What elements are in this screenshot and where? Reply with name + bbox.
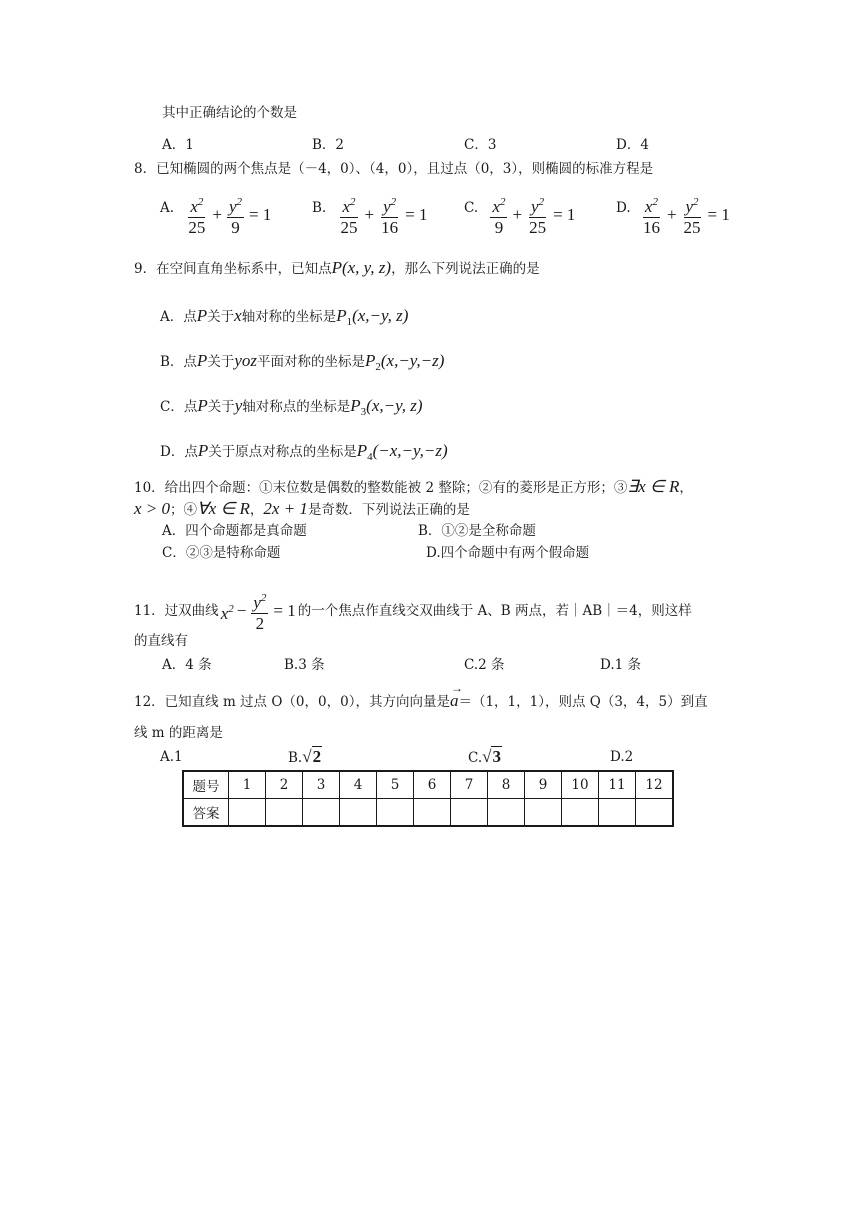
question-number-cell: 4: [340, 771, 377, 799]
q8-option-d-equation: $\frac{x^2}{16}$ + $\frac{y^2}{25}$ = 1: [639, 192, 730, 238]
q9-option-c: C．点P关于y轴对称点的坐标是$P_3(x,-y$, z): [160, 396, 423, 418]
q10-option-d: D.四个命题中有两个假命题: [426, 545, 590, 561]
answer-cell[interactable]: [266, 799, 303, 827]
q10-option-a: A．四个命题都是真命题: [162, 523, 307, 539]
q12-option-d: D.2: [610, 749, 634, 765]
answer-cell[interactable]: [377, 799, 414, 827]
answer-table-header-row: [183, 771, 673, 799]
q8-option-b-equation: $\frac{x^2}{25}$ + $\frac{y^2}{16}$ = 1: [337, 192, 428, 238]
question-number-cell: 1: [229, 771, 266, 799]
answer-cell[interactable]: [562, 799, 599, 827]
question-number-cell: 5: [377, 771, 414, 799]
q12-option-c-sqrt: √3: [482, 747, 501, 766]
question-number-cell: 8: [488, 771, 525, 799]
q8-option-c-label: C.: [464, 200, 479, 216]
answer-cell[interactable]: [229, 799, 266, 827]
q11-option-d: D.1 条: [600, 657, 642, 673]
q8-option-d: [616, 192, 730, 238]
answer-table-header-label: 题号: [183, 771, 229, 799]
q8-option-b-label: B.: [312, 200, 327, 216]
answer-cell[interactable]: [488, 799, 525, 827]
q7-option-d: D．4: [616, 137, 649, 153]
answer-cell[interactable]: [414, 799, 451, 827]
q8-stem: 8．已知椭圆的两个焦点是（－4，0）、（4，0），且过点（0，3），则椭圆的标准方程是: [134, 161, 654, 177]
q11-option-a: A．4 条: [162, 657, 212, 673]
q7-option-b: B．2: [312, 137, 345, 153]
answer-cell[interactable]: [636, 799, 674, 827]
question-number-cell: 9: [525, 771, 562, 799]
q9-point: P(x, y, z): [331, 258, 392, 277]
question-number-cell: 10: [562, 771, 599, 799]
q9-option-d: D．点P关于原点对称点的坐标是$P_4(-x,-y,-z)$: [160, 441, 448, 463]
q9-stem: 9．在空间直角坐标系中，已知点P(x, y, z)，那么下列说法正确的是: [134, 258, 540, 277]
q7-option-c: C．3: [464, 137, 497, 153]
q8-option-a-label: A.: [160, 200, 175, 216]
question-number-cell: 2: [266, 771, 303, 799]
q11-option-c: C.2 条: [464, 657, 505, 673]
q12-line-2: 线 m 的距离是: [134, 725, 223, 741]
question-number-cell: 6: [414, 771, 451, 799]
answer-table-answer-row: [183, 799, 673, 827]
q11-line-2: 的直线有: [134, 633, 188, 649]
q8-option-c-equation: $\frac{x^2}{9}$ + $\frac{y^2}{25}$ = 1: [488, 192, 575, 238]
q8-option-a: [160, 192, 271, 238]
answer-cell[interactable]: [451, 799, 488, 827]
answer-table-answer-label: 答案: [183, 799, 229, 827]
answer-cell[interactable]: [303, 799, 340, 827]
q8-option-a-equation: $\frac{x^2}{25}$ + $\frac{y^2}{9}$ = 1: [184, 192, 271, 238]
q12-vector-a: → a: [449, 681, 463, 710]
answer-cell[interactable]: [525, 799, 562, 827]
q12-option-a: A.1: [160, 749, 183, 765]
q9-option-a: A．点P关于x轴对称的坐标是$P_1(x,-y$, z): [160, 306, 409, 328]
q10-option-c: C．②③是特称命题: [162, 545, 281, 561]
q10-option-b: B．①②是全称命题: [418, 523, 536, 539]
q11-option-b: B.3 条: [284, 657, 325, 673]
answer-table: [182, 770, 674, 827]
q10-line-2: x > 0；④∀x ∈ R，2x + 1是奇数．下列说法正确的是: [134, 499, 470, 518]
q10-line-1: 10．给出四个命题：①末位数是偶数的整数能被 2 整除；②有的菱形是正方形；③∃x ∈ R，: [134, 477, 693, 496]
answer-cell[interactable]: [340, 799, 377, 827]
q11-equation: $x^2$ − $\frac{y^2}{2}$ = 1: [221, 588, 296, 634]
q8-option-b: [312, 192, 427, 238]
q7-tail-text: 其中正确结论的个数是: [162, 105, 297, 121]
q12-option-c: C.√3: [468, 747, 501, 766]
q8-option-d-label: D.: [616, 200, 631, 216]
q12-stem: 12．已知直线 m 过点 O（0，0，0），其方向向量是 → a＝（1，1，1），则点 Q（3，4，5）到直: [134, 681, 708, 710]
q12-option-b-sqrt: √2: [302, 747, 322, 766]
question-number-cell: 3: [303, 771, 340, 799]
answer-cell[interactable]: [599, 799, 636, 827]
q8-option-c: [464, 192, 575, 238]
q7-option-a: A．1: [162, 137, 194, 153]
question-number-cell: 7: [451, 771, 488, 799]
q9-option-b: B．点P关于yoz平面对称的坐标是$P_2(x,-y,-z)$: [160, 351, 445, 373]
q12-option-b: B.√2: [288, 747, 322, 766]
question-number-cell: 11: [599, 771, 636, 799]
question-number-cell: 12: [636, 771, 674, 799]
q11-stem: 11．过双曲线 $x^2$ − $\frac{y^2}{2}$ = 1 的一个焦点作直线交双曲线于 A、B 两点，若｜AB｜＝4，则这样: [134, 588, 692, 634]
